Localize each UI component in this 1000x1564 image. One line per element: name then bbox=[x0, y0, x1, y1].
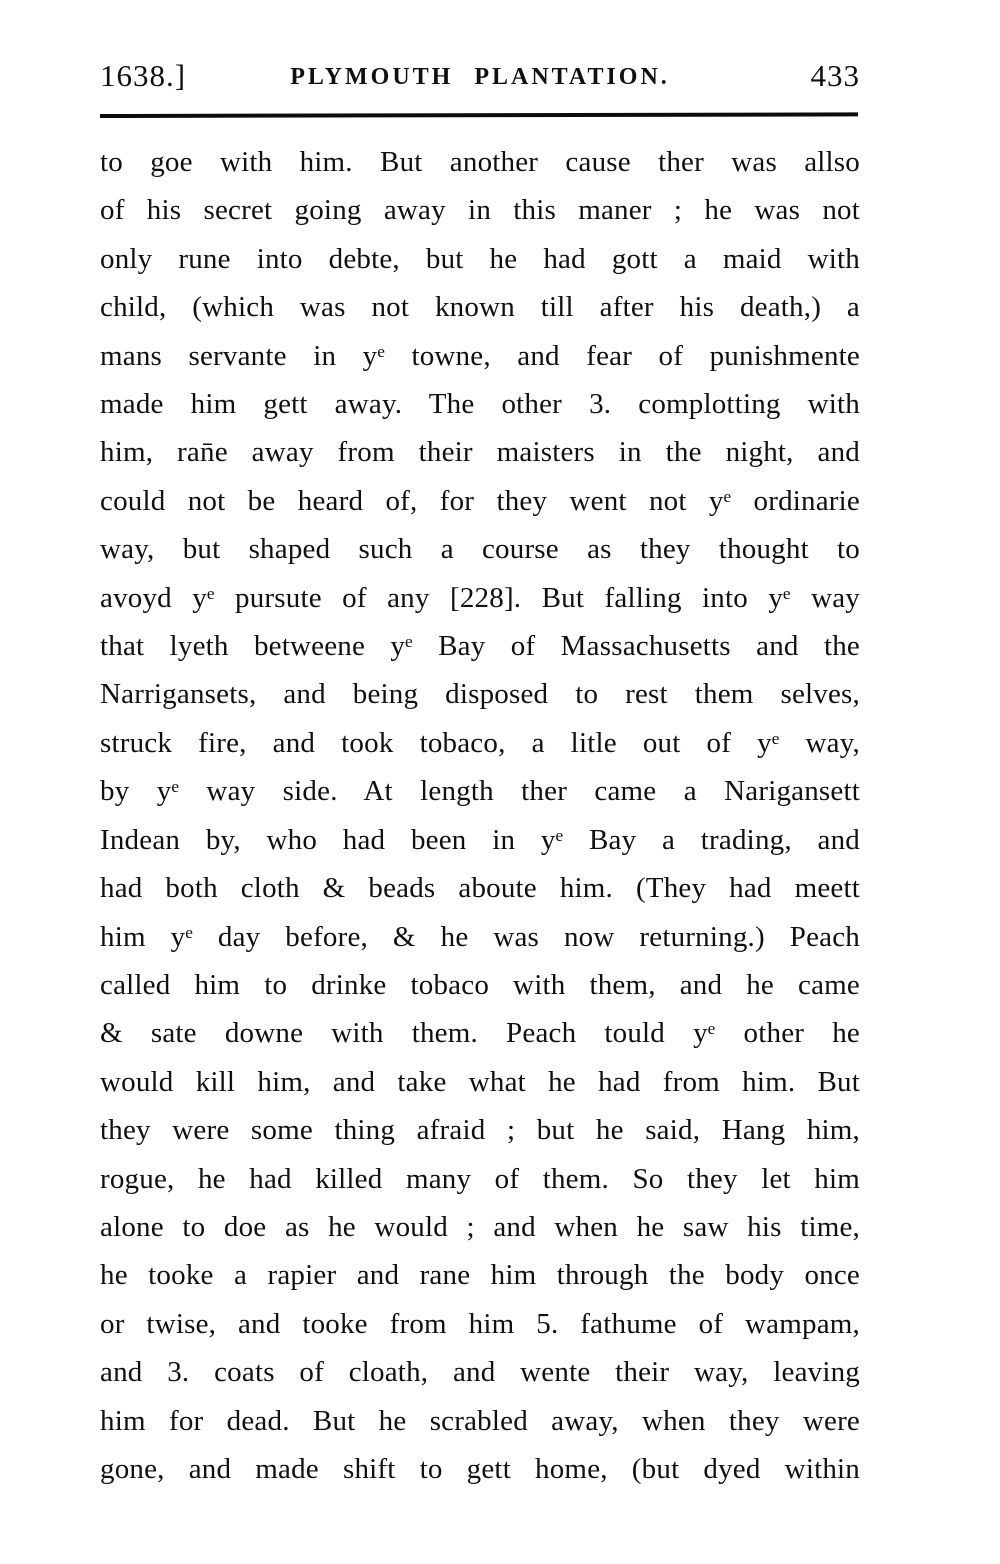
text-line: and 3. coats of cloath, and wente their way, leaving bbox=[100, 1356, 860, 1389]
body-text bbox=[100, 138, 860, 1493]
page-header bbox=[100, 58, 860, 98]
text-line: gone, and made shift to gett home, (but dyed within bbox=[100, 1452, 860, 1485]
text-line: mans servante in yᵉ towne, and fear of punishmente bbox=[100, 339, 860, 372]
text-line: called him to drinke tobaco with them, and he came bbox=[100, 968, 860, 1001]
text-line: made him gett away. The other 3. complotting with bbox=[100, 388, 860, 421]
text-line: & sate downe with them. Peach tould yᵉ other he bbox=[100, 1017, 860, 1050]
text-line: could not be heard of, for they went not yᵉ ordinarie bbox=[100, 484, 860, 517]
header-page-number: 433 bbox=[810, 58, 860, 93]
text-line: alone to doe as he would ; and when he saw his time, bbox=[100, 1210, 860, 1243]
text-line: Indean by, who had been in yᵉ Bay a trading, and bbox=[100, 823, 860, 856]
header-year: 1638.] bbox=[100, 58, 187, 93]
text-line: him yᵉ day before, & he was now returning.) Peach bbox=[100, 920, 860, 953]
text-line: child, (which was not known till after his death,) a bbox=[100, 291, 860, 324]
text-line: him for dead. But he scrabled away, when they were bbox=[100, 1404, 860, 1437]
text-line: he tooke a rapier and rane him through the body once bbox=[100, 1259, 860, 1292]
text-line: Narrigansets, and being disposed to rest them selves, bbox=[100, 678, 860, 711]
text-line: of his secret going away in this maner ; he was not bbox=[100, 194, 860, 227]
text-line: struck fire, and took tobaco, a litle out of yᵉ way, bbox=[100, 726, 860, 759]
text-line: him, ran̄e away from their maisters in the night, and bbox=[100, 436, 860, 469]
text-line: rogue, he had killed many of them. So they let him bbox=[100, 1162, 860, 1195]
text-line: to goe with him. But another cause ther was allso bbox=[100, 146, 860, 178]
text-line: avoyd yᵉ pursute of any [228]. But falling into yᵉ way bbox=[100, 581, 860, 614]
text-line: only rune into debte, but he had gott a maid with bbox=[100, 242, 860, 275]
text-line: or twise, and tooke from him 5. fathume of wampam, bbox=[100, 1307, 860, 1340]
text-line: would kill him, and take what he had from him. But bbox=[100, 1065, 860, 1098]
text-line: way, but shaped such a course as they thought to bbox=[100, 533, 860, 566]
header-running-title: PLYMOUTH PLANTATION. bbox=[290, 64, 670, 90]
text-line: that lyeth betweene yᵉ Bay of Massachusetts and the bbox=[100, 630, 860, 663]
text-line: by yᵉ way side. At length ther came a Narigansett bbox=[100, 775, 860, 808]
text-line: had both cloth & beads aboute him. (They had meett bbox=[100, 872, 860, 905]
header-rule bbox=[100, 112, 858, 118]
text-line: they were some thing afraid ; but he said, Hang him, bbox=[100, 1114, 860, 1147]
